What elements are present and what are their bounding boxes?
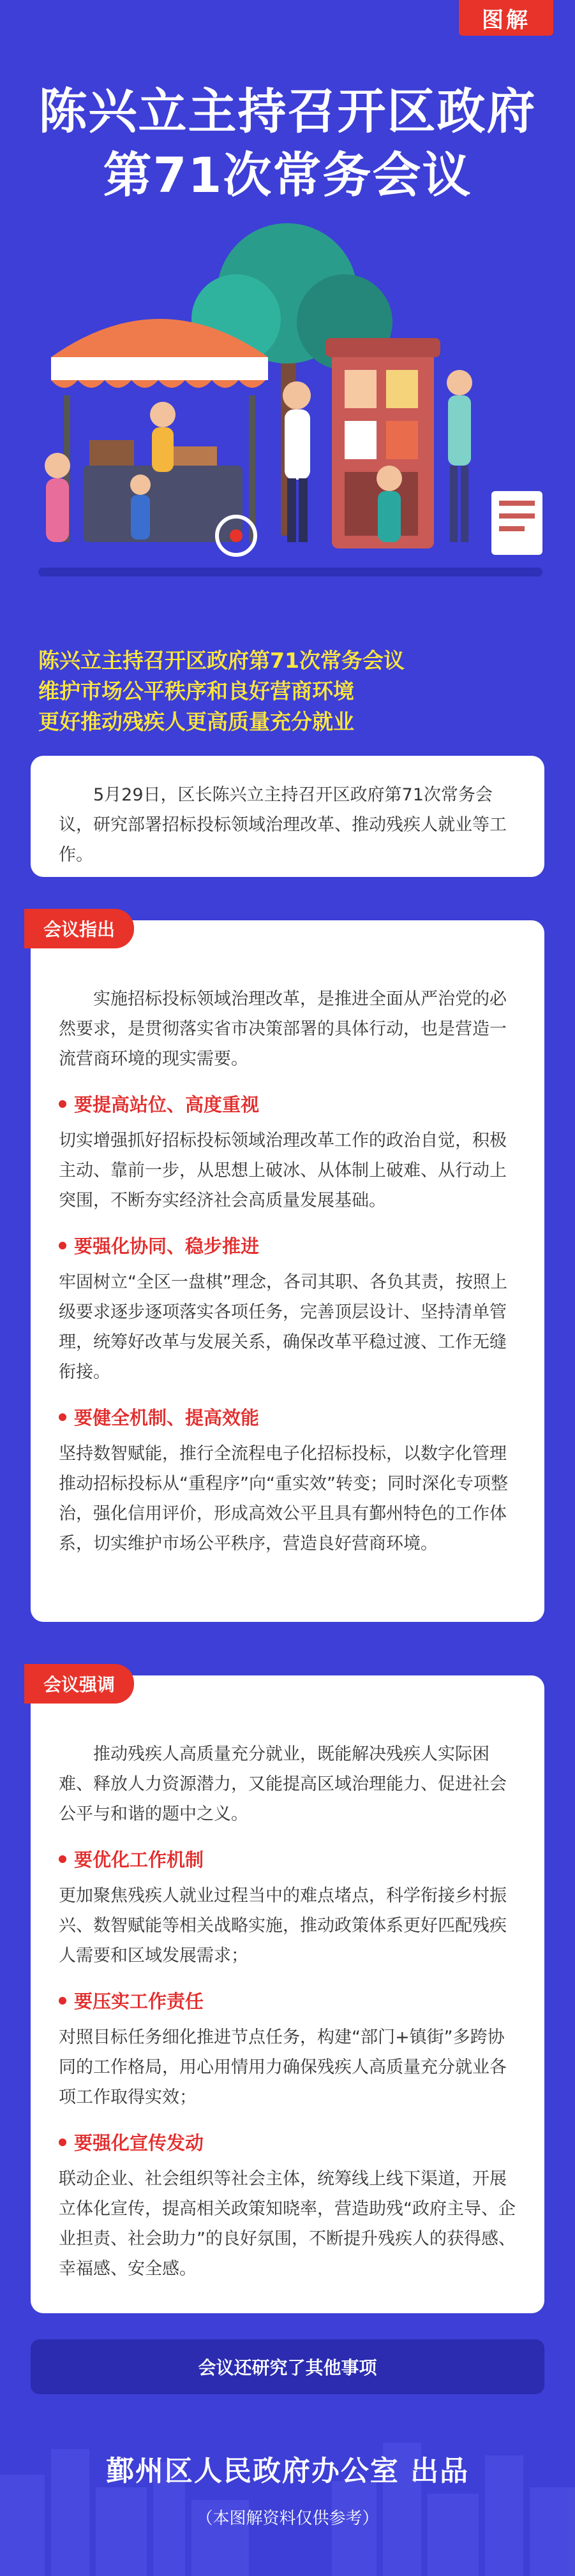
other-matters-banner: 会议还研究了其他事项 <box>31 2339 544 2394</box>
title-line-2: 第71次常务会议 <box>103 147 472 203</box>
point-text: 切实增强抓好招标投标领域治理改革工作的政治自觉，积极主动、靠前一步，从思想上破冰、从体制上破难、从行动上突围，不断夯实经济社会高质量发展基础。 <box>59 1131 507 1211</box>
point-text: 坚持数智赋能，推行全流程电子化招标投标，以数字化管理推动招标投标从“重程序”向“重实效”转变；同时深化专项整治，强化信用评价，形成高效公平且具有鄞州特色的工作体系，切实维护市场公平秩序，营造良好营商环境。 <box>59 1444 508 1554</box>
section-lead: 推动残疾人高质量充分就业，既能解决残疾人实际困难、释放人力资源潜力，又能提高区域治理能力、促进社会公平与和谐的题中之义。 <box>59 1744 507 1824</box>
bullet-icon <box>59 1413 66 1421</box>
intro-text: 5月29日，区长陈兴立主持召开区政府第71次常务会议，研究部署招标投标领域治理改革、推动残疾人就业等工作。 <box>59 785 507 865</box>
section-lead: 实施招标投标领域治理改革，是推进全面从严治党的必然要求，是贯彻落实省市决策部署的具体行动，也是营造一流营商环境的现实需要。 <box>59 989 507 1069</box>
section-meeting-pointed-out <box>31 920 544 1622</box>
point-heading <box>59 1987 516 2013</box>
bullet-icon <box>59 1997 66 2005</box>
bullet-icon <box>59 1100 66 1108</box>
point-heading <box>59 1232 516 1258</box>
category-tag: 图解 <box>459 0 553 36</box>
point-heading <box>59 1846 516 1872</box>
subtitle-line-3: 更好推动残疾人更高质量充分就业 <box>38 709 354 734</box>
point-text: 更加聚焦残疾人就业过程当中的难点堵点，科学衔接乡村振兴、数智赋能等相关战略实施，推动政策体系更好匹配残疾人需要和区域发展需求； <box>59 1886 507 1966</box>
point-text: 牢固树立“全区一盘棋”理念，各司其职、各负其责，按照上级要求逐步逐项落实各项任务，完善顶层设计、坚持清单管理，统筹好改革与发展关系，确保改革平稳过渡、工作无缝衔接。 <box>59 1272 507 1382</box>
bullet-icon <box>59 1242 66 1249</box>
publisher: 鄞州区人民政府办公室 出品 <box>105 2455 470 2487</box>
point-heading-text: 要强化宣传发动 <box>74 2132 204 2154</box>
bullet-icon <box>59 2138 66 2146</box>
point-heading <box>59 1404 516 1430</box>
subtitle-line-2: 维护市场公平秩序和良好营商环境 <box>38 679 354 703</box>
subtitle-line-1: 陈兴立主持召开区政府第71次常务会议 <box>38 648 405 673</box>
city-skyline-decoration <box>0 2424 575 2576</box>
point-heading-text: 要提高站位、高度重视 <box>74 1094 260 1115</box>
point-text: 对照目标任务细化推进节点任务，构建“部门+镇街”多跨协同的工作格局，用心用情用力确保残疾人高质量充分就业各项工作取得实效； <box>59 2028 507 2107</box>
page-title <box>0 80 575 207</box>
section-meeting-emphasized <box>31 1675 544 2313</box>
section-label: 会议指出 <box>24 909 134 948</box>
point-heading-text: 要优化工作机制 <box>74 1849 204 1871</box>
point-text: 联动企业、社会组织等社会主体，统筹线上线下渠道，开展立体化宣传，提高相关政策知晓率，营造助残“政府主导、企业担责、社会助力”的良好氛围，不断提升残疾人的获得感、幸福感、安全感。 <box>59 2169 516 2279</box>
point-heading-text: 要强化协同、稳步推进 <box>74 1235 260 1257</box>
point-heading-text: 要压实工作责任 <box>74 1991 204 2012</box>
intro-card <box>31 756 544 877</box>
subtitle <box>38 645 549 737</box>
point-heading <box>59 2129 516 2155</box>
point-heading <box>59 1091 516 1117</box>
market-illustration <box>0 210 575 606</box>
bullet-icon <box>59 1855 66 1863</box>
title-line-1: 陈兴立主持召开区政府 <box>38 83 537 140</box>
point-heading-text: 要健全机制、提高效能 <box>74 1407 260 1429</box>
disclaimer: （本图解资料仅供参考） <box>196 2509 379 2528</box>
section-label: 会议强调 <box>24 1664 134 1704</box>
